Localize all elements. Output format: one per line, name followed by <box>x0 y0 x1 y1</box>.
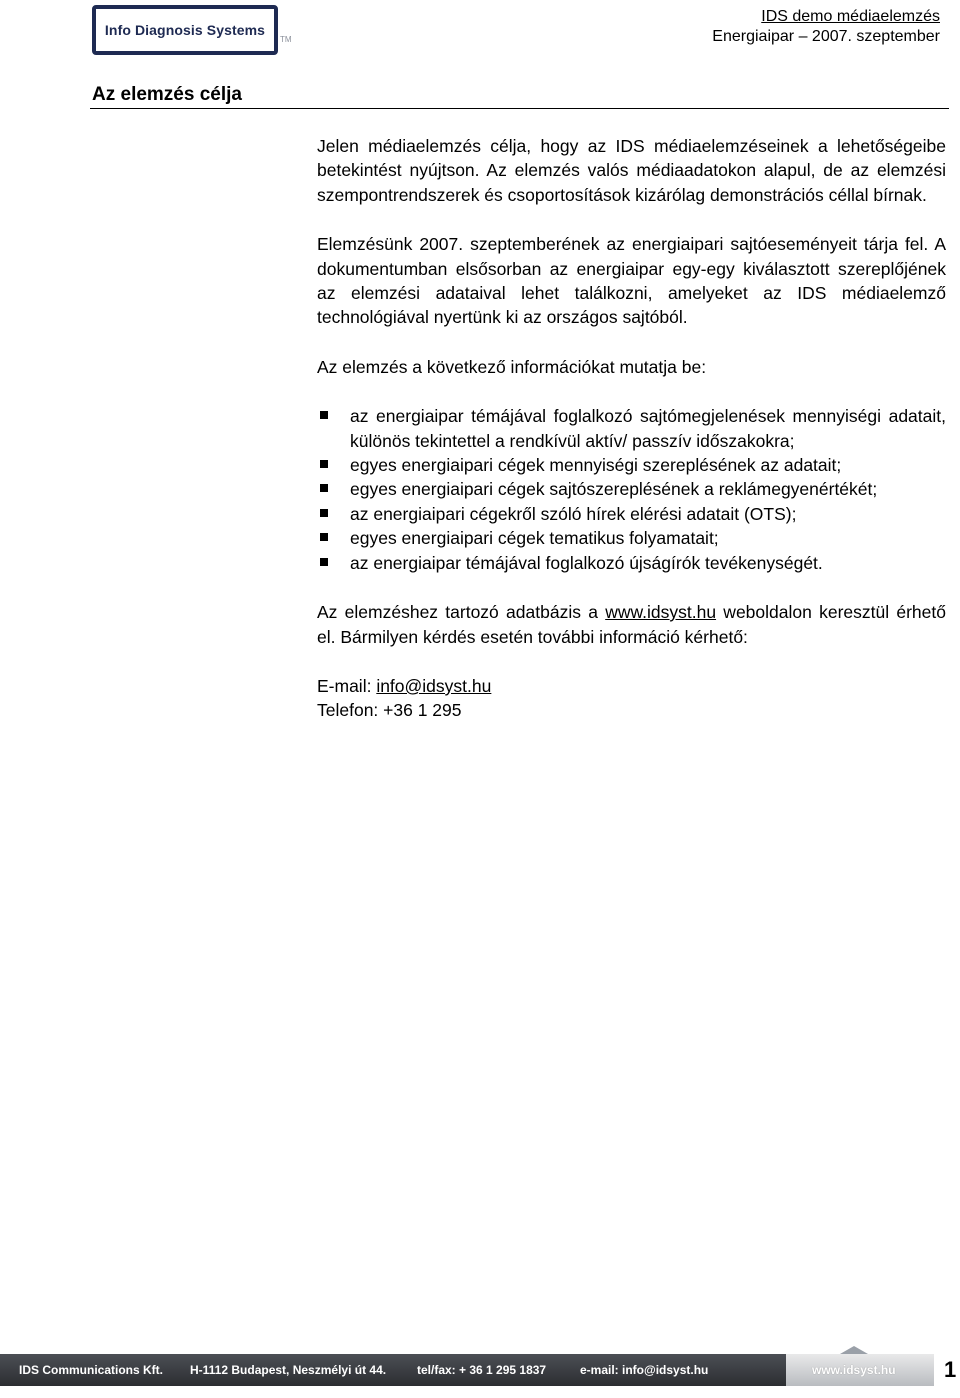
page-number: 1 <box>944 1357 957 1382</box>
bullet-square-icon <box>320 533 328 541</box>
list-item: az energiaipar témájával foglalkozó újságírók tevékenységét. <box>317 551 946 575</box>
bullet-square-icon <box>320 484 328 492</box>
list-item: egyes energiaipari cégek sajtószereplésének a reklámegyenértékét; <box>317 477 946 501</box>
intro-paragraph: Jelen médiaelemzés célja, hogy az IDS médiaelemzéseinek a lehetőségeibe betekintést nyújtson. Az elemzés valós médiaadatokon alapul, de az elemzési szempontrendszerek és csoportosítások kizárólag demonstrációs céllal bírnak. <box>317 136 946 205</box>
contents-intro: Az elemzés a következő információkat mutatja be: <box>317 356 707 377</box>
list-item: egyes energiaipari cégek mennyiségi szereplésének az adatait; <box>317 453 946 477</box>
list-item: az energiaipari cégekről szóló hírek elérési adatait (OTS); <box>317 502 946 526</box>
logo-trademark: TM <box>280 35 292 44</box>
footer-address: H-1112 Budapest, Neszmélyi út 44. <box>190 1363 387 1377</box>
bullet-square-icon <box>320 411 328 419</box>
footer-company: IDS Communications Kft. <box>19 1363 164 1377</box>
website-link[interactable]: www.idsyst.hu <box>605 602 717 623</box>
footer-telfax: tel/fax: + 36 1 295 1837 <box>417 1363 547 1377</box>
scope-paragraph: Elemzésünk 2007. szeptemberének az energiaipari sajtóeseményeit tárja fel. A dokumentumban elsősorban az energiaipar egy-egy kiválasztott szereplőjének az elemzési adataival lehet találkozni, amelyeket az IDS médiaelemző technológiával nyertünk ki az országos sajtóból. <box>317 234 946 328</box>
phone-line: Telefon: +36 1 295 <box>317 700 462 721</box>
list-item: az energiaipar témájával foglalkozó sajtómegjelenések mennyiségi adatait, különös tekintettel a rendkívül aktív/ passzív időszakokra; <box>317 404 946 453</box>
bullet-square-icon <box>320 509 328 517</box>
contents-list <box>317 404 946 575</box>
document-subtitle: Energiaipar – 2007. szeptember <box>712 28 940 45</box>
section-heading: Az elemzés célja <box>92 84 242 105</box>
section-divider <box>90 108 949 109</box>
list-item: egyes energiaipari cégek tematikus folyamatait; <box>317 526 946 550</box>
document-header <box>712 7 940 47</box>
bullet-square-icon <box>320 460 328 468</box>
email-line: E-mail: info@idsyst.hu <box>317 675 492 696</box>
footer-web-block <box>786 1354 934 1386</box>
main-content <box>317 134 946 723</box>
footer-web: www.idsyst.hu <box>812 1363 896 1377</box>
database-paragraph: Az elemzéshez tartozó adatbázis a www.idsyst.hu weboldalon keresztül érhető el. Bármilyen kérdés esetén további információ kérhető: <box>317 602 946 647</box>
footer-decoration <box>840 1346 868 1354</box>
page-footer <box>0 1354 934 1386</box>
document-title: IDS demo médiaelemzés <box>761 8 940 25</box>
logo-text: Info Diagnosis Systems <box>99 12 271 48</box>
company-logo <box>92 5 278 55</box>
bullet-square-icon <box>320 558 328 566</box>
footer-email: e-mail: info@idsyst.hu <box>580 1363 709 1377</box>
email-link[interactable]: info@idsyst.hu <box>376 675 492 696</box>
